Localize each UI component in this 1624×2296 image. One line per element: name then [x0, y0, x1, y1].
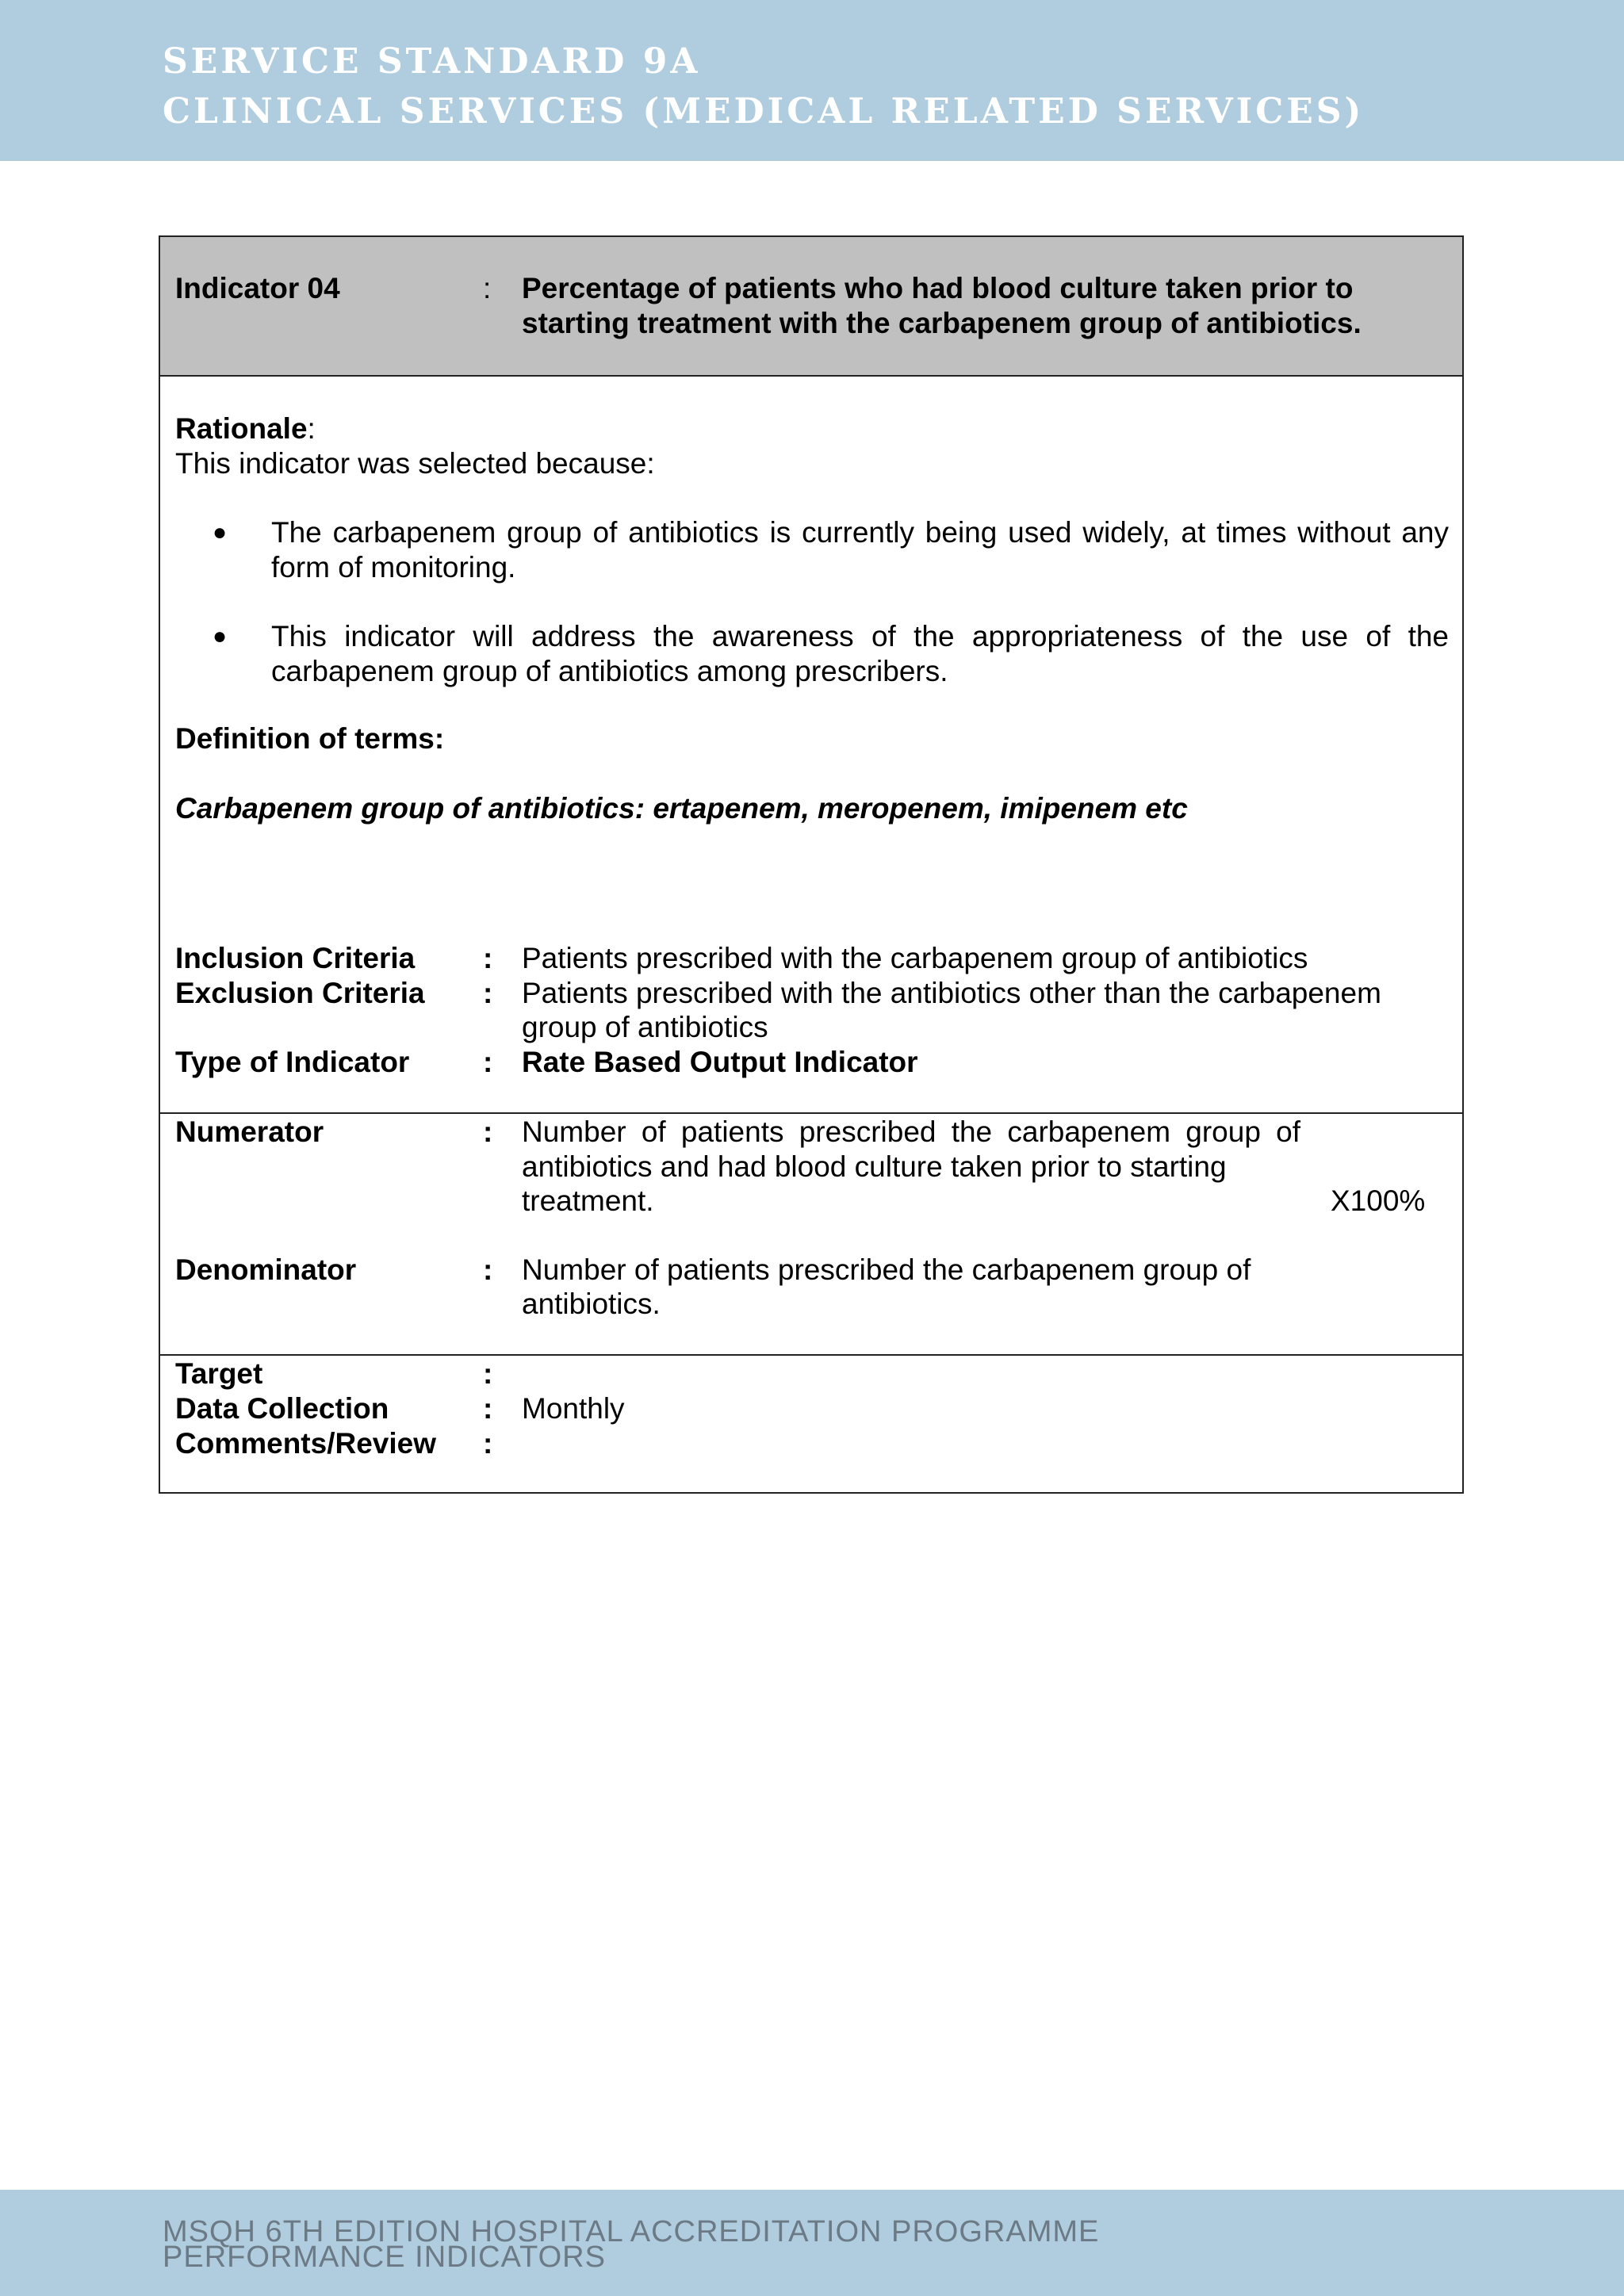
- exclusion-value-line1: Patients prescribed with the antibiotics other than the carbapenem: [522, 977, 1381, 1009]
- type-colon: :: [483, 1046, 493, 1078]
- indicator-title-line2: starting treatment with the carbapenem group of antibiotics.: [522, 307, 1362, 339]
- target-colon: :: [483, 1357, 493, 1390]
- data-collection-colon: :: [483, 1392, 493, 1425]
- table-divider-formula: [160, 1112, 1462, 1114]
- bullet-marker: ●: [213, 519, 228, 545]
- rationale-bullet-1-line2: form of monitoring.: [271, 551, 516, 584]
- indicator-table: [159, 235, 1464, 1494]
- exclusion-label: Exclusion Criteria: [175, 977, 425, 1009]
- definition-heading: Definition of terms:: [175, 722, 445, 755]
- inclusion-value: Patients prescribed with the carbapenem group of antibiotics: [522, 942, 1308, 974]
- numerator-label: Numerator: [175, 1115, 324, 1148]
- type-label: Type of Indicator: [175, 1046, 410, 1078]
- header-standard-title: SERVICE STANDARD 9A: [163, 41, 701, 82]
- formula-multiplier: X100%: [1331, 1184, 1426, 1217]
- footer-programme: MSQH 6TH EDITION HOSPITAL ACCREDITATION PROGRAMME: [163, 2215, 1100, 2248]
- rationale-heading: [175, 411, 316, 446]
- indicator-label: Indicator 04: [175, 272, 340, 304]
- numerator-line3: treatment.: [522, 1184, 654, 1217]
- rationale-bullet-2-line1: This indicator will address the awareness of the appropriateness of the use of the: [271, 620, 1449, 652]
- data-collection-value: Monthly: [522, 1392, 625, 1425]
- exclusion-colon: :: [483, 977, 493, 1009]
- definition-text: Carbapenem group of antibiotics: ertapenem, meropenem, imipenem etc: [175, 792, 1188, 825]
- data-collection-label: Data Collection: [175, 1392, 389, 1425]
- denominator-line1: Number of patients prescribed the carbapenem group of: [522, 1253, 1251, 1286]
- denominator-colon: :: [483, 1253, 493, 1286]
- denominator-label: Denominator: [175, 1253, 357, 1286]
- inclusion-colon: :: [483, 942, 493, 974]
- header-section-title: CLINICAL SERVICES (MEDICAL RELATED SERVICES): [163, 91, 1365, 132]
- numerator-line1: Number of patients prescribed the carbapenem group of: [522, 1115, 1300, 1148]
- exclusion-value-line2: group of antibiotics: [522, 1011, 768, 1043]
- rationale-heading-text: Rationale: [175, 412, 308, 445]
- denominator-line2: antibiotics.: [522, 1288, 661, 1320]
- comments-label: Comments/Review: [175, 1427, 436, 1460]
- indicator-title-line1: Percentage of patients who had blood culture taken prior to: [522, 272, 1354, 304]
- numerator-line2: antibiotics and had blood culture taken prior to starting: [522, 1150, 1227, 1183]
- rationale-heading-colon: :: [307, 412, 316, 445]
- inclusion-label: Inclusion Criteria: [175, 942, 416, 974]
- type-value: Rate Based Output Indicator: [522, 1046, 918, 1078]
- rationale-intro: This indicator was selected because:: [175, 447, 655, 480]
- indicator-colon: :: [483, 272, 492, 304]
- rationale-bullet-1-line1: The carbapenem group of antibiotics is currently being used widely, at times without any: [271, 516, 1449, 549]
- comments-colon: :: [483, 1427, 493, 1460]
- numerator-colon: :: [483, 1115, 493, 1148]
- bullet-marker: ●: [213, 623, 228, 649]
- footer-subtitle: PERFORMANCE INDICATORS: [163, 2241, 606, 2274]
- target-label: Target: [175, 1357, 263, 1390]
- table-divider-meta: [160, 1354, 1462, 1356]
- rationale-bullet-2-line2: carbapenem group of antibiotics among prescribers.: [271, 655, 948, 687]
